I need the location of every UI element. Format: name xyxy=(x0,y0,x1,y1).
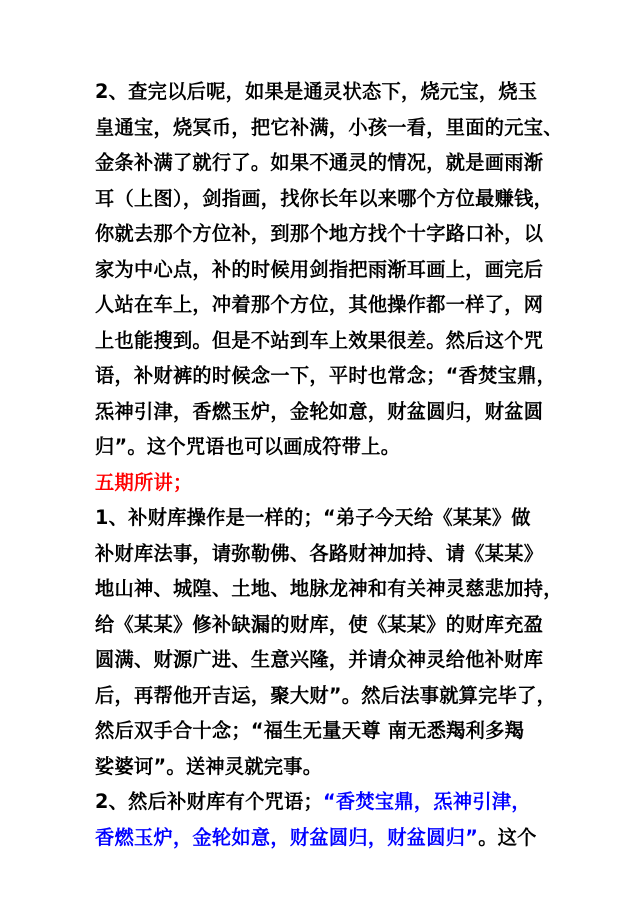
last-line-suffix: 。这个 xyxy=(478,825,537,849)
section-heading: 五期所讲； xyxy=(95,470,193,494)
paragraph-line: 炁神引津，香燃玉炉，金轮如意，财盆圆归，财盆圆 xyxy=(95,399,544,423)
paragraph-line: 补财库法事，请弥勒佛、各路财神加持、请《某某》 xyxy=(95,541,544,565)
document-page xyxy=(95,74,563,855)
paragraph-line: 后，再帮他开吉运，聚大财”。然后法事就算完毕了， xyxy=(95,683,557,707)
paragraph-line: 娑婆诃”。送神灵就完事。 xyxy=(95,754,323,778)
paragraph-line: 人站在车上，冲着那个方位，其他操作都一样了，网 xyxy=(95,293,544,316)
mantra-highlight: 香燃玉炉，金轮如意，财盆圆归，财盆圆归” xyxy=(95,825,479,849)
paragraph-line: 金条补满了就行了。如果不通灵的情况，就是画雨渐 xyxy=(95,151,544,174)
paragraph-line: 家为中心点，补的时候用剑指把雨渐耳画上，画完后 xyxy=(95,257,544,281)
last-line-prefix: 2、然后补财库有个咒语； xyxy=(95,790,324,813)
paragraph-line: 给《某某》修补缺漏的财库，使《某某》的财库充盈 xyxy=(95,612,544,636)
paragraph-line: 耳（上图），剑指画，找你长年以来哪个方位最赚钱， xyxy=(95,186,554,210)
paragraph-line: 语，补财裤的时候念一下，平时也常念；“香焚宝鼎， xyxy=(95,364,557,387)
paragraph-line: 2、查完以后呢，如果是通灵状态下，烧元宝，烧玉 xyxy=(95,80,538,103)
paragraph-line: 地山神、城隍、土地、地脉龙神和有关神灵慈悲加持， xyxy=(95,577,563,600)
paragraph-line: 1、补财库操作是一样的；“弟子今天给《某某》做 xyxy=(95,506,531,529)
paragraph-line: 然后双手合十念；“福生无量天尊 南无悉羯利多羯 xyxy=(95,719,525,742)
paragraph-line-mixed xyxy=(95,820,550,856)
paragraph-line: 归”。这个咒语也可以画成符带上。 xyxy=(95,435,401,458)
paragraph-line-mixed xyxy=(95,784,550,820)
paragraph-line: 圆满、财源广进、生意兴隆，并请众神灵给他补财库 xyxy=(95,648,544,671)
paragraph-line: 你就去那个方位补，到那个地方找个十字路口补，以 xyxy=(95,222,544,245)
mantra-highlight: “香焚宝鼎，炁神引津， xyxy=(323,790,531,813)
paragraph-line: 皇通宝，烧冥币，把它补满，小孩一看，里面的元宝、 xyxy=(95,115,563,139)
paragraph-line: 上也能搜到。但是不站到车上效果很差。然后这个咒 xyxy=(95,328,544,352)
